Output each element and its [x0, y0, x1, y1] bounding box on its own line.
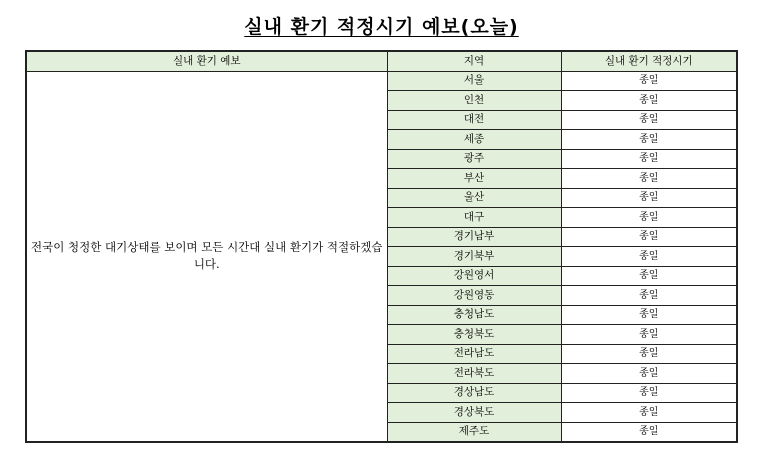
- table-row: [26, 71, 737, 91]
- timing-cell: 종일: [561, 110, 737, 130]
- timing-cell: 종일: [561, 383, 737, 403]
- timing-cell: 종일: [561, 364, 737, 384]
- region-cell: 서울: [387, 71, 561, 91]
- timing-cell: 종일: [561, 266, 737, 286]
- timing-cell: 종일: [561, 247, 737, 267]
- region-cell: 인천: [387, 91, 561, 111]
- region-cell: 강원영동: [387, 286, 561, 306]
- timing-cell: 종일: [561, 130, 737, 150]
- timing-cell: 종일: [561, 208, 737, 228]
- timing-cell: 종일: [561, 227, 737, 247]
- region-cell: 경기남부: [387, 227, 561, 247]
- header-forecast: 실내 환기 예보: [26, 51, 387, 71]
- header-region: 지역: [387, 51, 561, 71]
- region-cell: 충청남도: [387, 305, 561, 325]
- region-cell: 울산: [387, 188, 561, 208]
- page-title: [0, 12, 763, 39]
- region-cell: 전라북도: [387, 364, 561, 384]
- timing-cell: 종일: [561, 169, 737, 189]
- timing-cell: 종일: [561, 403, 737, 423]
- region-cell: 강원영서: [387, 266, 561, 286]
- timing-cell: 종일: [561, 188, 737, 208]
- region-cell: 대전: [387, 110, 561, 130]
- timing-cell: 종일: [561, 149, 737, 169]
- timing-cell: 종일: [561, 91, 737, 111]
- region-cell: 충청북도: [387, 325, 561, 345]
- region-cell: 부산: [387, 169, 561, 189]
- region-cell: 전라남도: [387, 344, 561, 364]
- region-cell: 세종: [387, 130, 561, 150]
- header-timing: 실내 환기 적정시기: [561, 51, 737, 71]
- forecast-message: 전국이 청정한 대기상태를 보이며 모든 시간대 실내 환기가 적절하겠습니다.: [26, 71, 387, 442]
- region-cell: 광주: [387, 149, 561, 169]
- region-cell: 경기북부: [387, 247, 561, 267]
- region-cell: 제주도: [387, 422, 561, 442]
- timing-cell: 종일: [561, 344, 737, 364]
- timing-cell: 종일: [561, 71, 737, 91]
- timing-cell: 종일: [561, 325, 737, 345]
- page-title-text: 실내 환기 적정시기 예보(오늘): [244, 16, 519, 38]
- timing-cell: 종일: [561, 422, 737, 442]
- region-cell: 경상북도: [387, 403, 561, 423]
- region-cell: 경상남도: [387, 383, 561, 403]
- ventilation-forecast-table: [25, 50, 738, 443]
- timing-cell: 종일: [561, 305, 737, 325]
- table-header-row: [26, 51, 737, 71]
- region-cell: 대구: [387, 208, 561, 228]
- timing-cell: 종일: [561, 286, 737, 306]
